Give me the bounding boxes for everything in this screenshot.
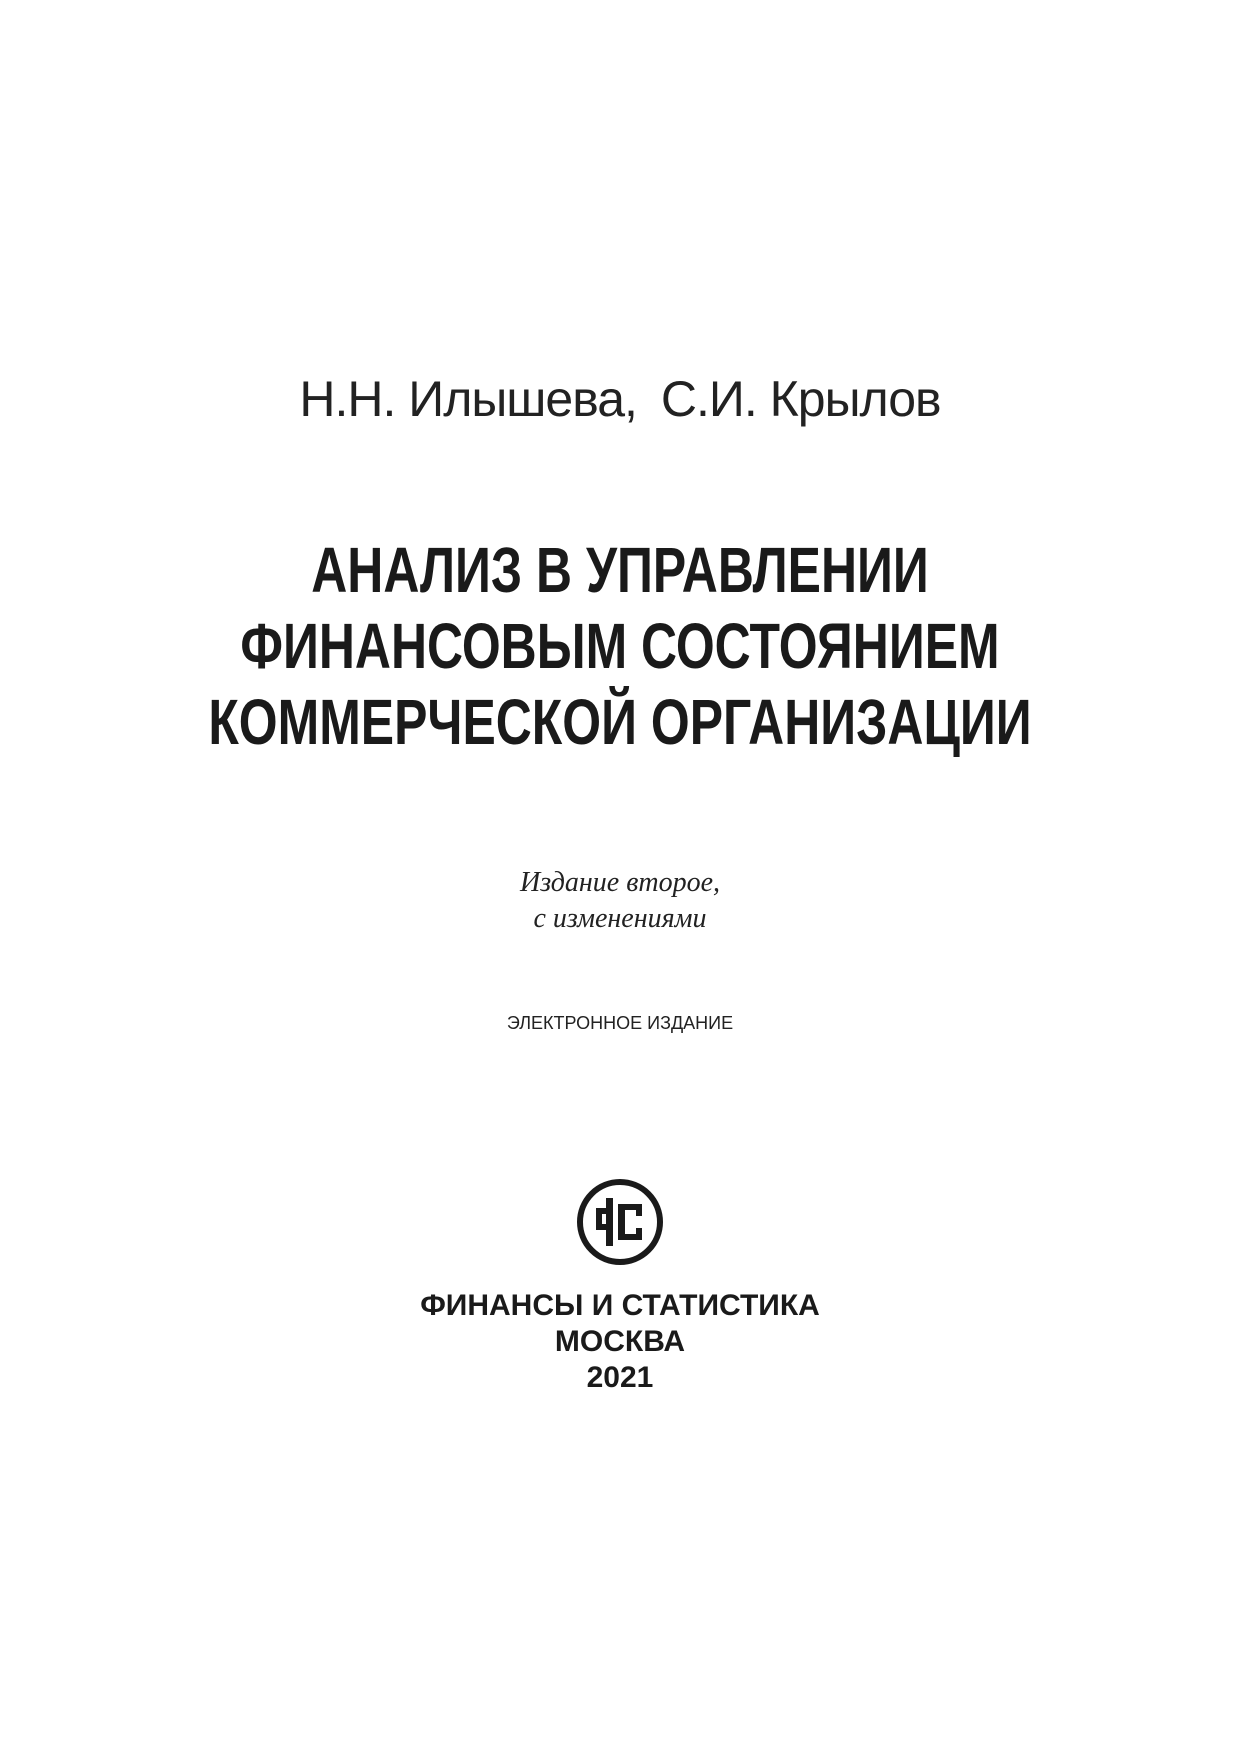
book-title	[0, 532, 1240, 760]
publisher-block	[0, 1288, 1240, 1396]
book-title-line-3: КОММЕРЧЕСКОЙ ОРГАНИЗАЦИИ	[208, 686, 1032, 758]
publisher-year: 2021	[586, 1361, 654, 1394]
book-title-line-1: АНАЛИЗ В УПРАВЛЕНИИ	[311, 534, 929, 606]
publisher-logo-icon	[576, 1178, 664, 1266]
publisher-city: МОСКВА	[554, 1325, 686, 1358]
book-title-line-2: ФИНАНСОВЫМ СОСТОЯНИЕМ	[240, 610, 1000, 682]
edition-line-2: с изменениями	[533, 903, 707, 934]
edition-note	[0, 865, 1240, 937]
publisher-name: ФИНАНСЫ И СТАТИСТИКА	[420, 1289, 820, 1322]
electronic-edition-label: ЭЛЕКТРОННОЕ ИЗДАНИЕ	[506, 1013, 734, 1033]
edition-line-1: Издание второе,	[519, 867, 721, 898]
author-second: С.И. Крылов	[660, 371, 941, 427]
authors	[0, 370, 1240, 428]
author-first: Н.Н. Илышева,	[299, 371, 637, 427]
